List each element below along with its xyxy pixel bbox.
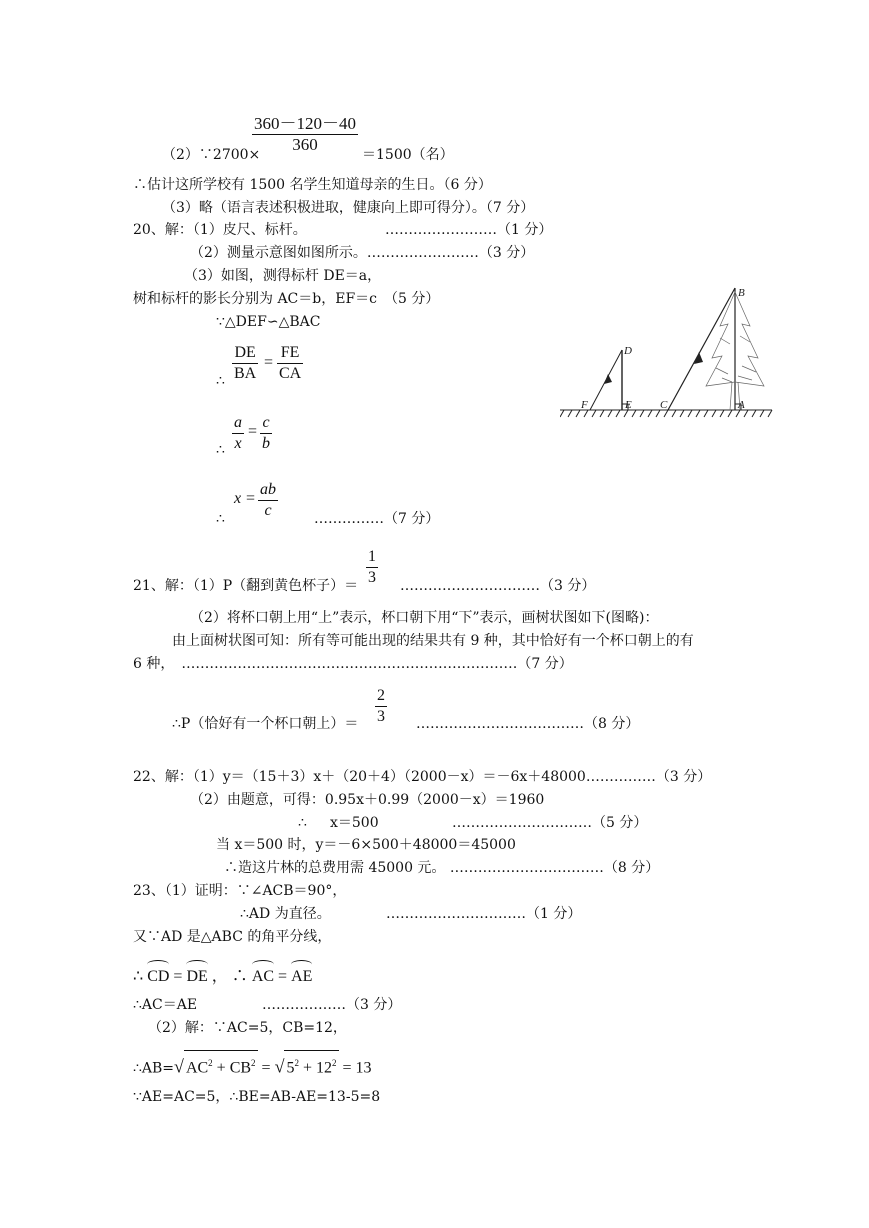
q22-line5: ∴造这片林的总费用需 45000 元。 ……………………………（8 分） bbox=[224, 860, 660, 876]
q20-line1: 20、解：（1）皮尺、标杆。 bbox=[133, 222, 307, 238]
equals-1: = bbox=[264, 354, 274, 371]
exp-2: 2 bbox=[208, 1058, 213, 1068]
q23-line5: ∴AC＝AE bbox=[133, 997, 198, 1013]
q22-line1: 22、解：（1）y＝（15＋3）x＋（20＋4）（2000－x）＝－6x＋48000……………（3 分） bbox=[133, 769, 712, 785]
q22-therefore: ∴ bbox=[298, 815, 307, 831]
label-f: F bbox=[581, 399, 588, 411]
frac-num: 1 bbox=[368, 548, 376, 565]
therefore-2: ∴ bbox=[216, 442, 225, 458]
comma-sep: ， bbox=[211, 968, 228, 985]
ab-prefix: ∴AB= bbox=[133, 1060, 175, 1077]
frac-den: c bbox=[264, 502, 272, 519]
label-a: A bbox=[738, 399, 745, 411]
ray-arrow-df bbox=[604, 374, 612, 384]
q21-line5-pre: ∴P（恰好有一个杯口朝上）＝ bbox=[172, 716, 359, 732]
q23-line2-score: …………………………（1 分） bbox=[386, 906, 582, 922]
q19-line3: ∴估计这所学校有 1500 名学生知道母亲的生日。（6 分） bbox=[133, 177, 492, 193]
fraction-c-b bbox=[260, 413, 272, 454]
label-b: B bbox=[738, 287, 745, 299]
frac-num: a bbox=[234, 414, 242, 431]
label-c: C bbox=[660, 399, 668, 411]
sqrt-ac-cb: $AC^2 + CB^2$ bbox=[184, 1050, 258, 1080]
q20-line2: （2）测量示意图如图所示。……………………（3 分） bbox=[190, 245, 535, 261]
q23-line1: 23、（1）证明：∵∠ACB＝90°， bbox=[133, 883, 347, 899]
equals-3: = bbox=[246, 490, 256, 507]
x-lhs: x bbox=[234, 490, 242, 507]
therefore-1: ∴ bbox=[216, 373, 225, 389]
arc-ac: AC bbox=[252, 962, 274, 988]
fraction-two-thirds bbox=[375, 686, 387, 727]
frac-num: DE bbox=[234, 344, 256, 361]
label-d: D bbox=[624, 345, 632, 357]
q22-line3-score: …………………………（5 分） bbox=[452, 815, 648, 831]
sqrt-5-12: $5^2 + 12^2$ bbox=[284, 1050, 338, 1080]
q22-line4: 当 x＝500 时，y＝－6×500＋48000＝45000 bbox=[216, 837, 516, 853]
q23-line5-score: ………………（3 分） bbox=[262, 997, 402, 1013]
frac-num: ab bbox=[260, 481, 276, 498]
ray-bc bbox=[668, 288, 735, 410]
exp-2: 2 bbox=[251, 1058, 256, 1068]
q21-line1-pre: 21、解：（1）P（翻到黄色杯子）＝ bbox=[133, 578, 359, 594]
ab-computation bbox=[133, 1050, 372, 1080]
q22-x-value: x＝500 bbox=[330, 815, 379, 831]
sqrt-sign: √ bbox=[174, 1056, 184, 1077]
q23-line3: 又∵AD 是△ABC 的角平分线， bbox=[133, 929, 332, 945]
equals-sym: = bbox=[173, 968, 183, 985]
q23-line2: ∴AD 为直径。 bbox=[240, 906, 331, 922]
q19-line2-post: ＝1500（名） bbox=[362, 147, 454, 163]
exp-2: 2 bbox=[294, 1058, 299, 1068]
frac-den: 3 bbox=[368, 569, 376, 586]
q20-similar: ∵△DEF∽△BAC bbox=[216, 314, 321, 330]
equals-2: = bbox=[248, 423, 258, 440]
fraction-19 bbox=[252, 114, 358, 155]
q21-line2: （2）将杯口朝上用“上”表示，杯口朝下用“下”表示，画树状图如下(图略)： bbox=[190, 610, 659, 626]
frac-num: FE bbox=[280, 344, 300, 361]
frac-num: c bbox=[262, 414, 270, 431]
q19-line4: （3）略（语言表述积极进取，健康向上即可得分）。（7 分） bbox=[162, 200, 535, 216]
q23-line8: ∵AE=AC=5，∴BE=AB-AE=13-5=8 bbox=[133, 1089, 381, 1105]
arc-de: DE bbox=[186, 962, 207, 988]
q21-line3: 由上面树状图可知：所有等可能出现的结果共有 9 种，其中恰好有一个杯口朝上的有 bbox=[172, 633, 694, 649]
q20-line3: （3）如图，测得标杆 DE＝a， bbox=[184, 268, 382, 284]
five-term: 5 bbox=[286, 1059, 295, 1077]
frac-den: 360 bbox=[292, 135, 318, 154]
q20-line1-score: ……………………（1 分） bbox=[385, 222, 553, 238]
ray-arrow-bc bbox=[694, 352, 703, 364]
ground-hatching bbox=[560, 410, 772, 417]
equals-sym: = bbox=[261, 1059, 271, 1077]
frac-den: 3 bbox=[377, 708, 385, 725]
frac-num: 360－120－40 bbox=[254, 114, 356, 133]
frac-den: x bbox=[234, 435, 242, 452]
ac-term: AC bbox=[185, 1059, 209, 1077]
q19-line2-pre: （2）∵2700× bbox=[162, 147, 261, 163]
therefore-sym: ∴ bbox=[133, 968, 144, 985]
sqrt-sign: √ bbox=[274, 1056, 285, 1077]
therefore-3: ∴ bbox=[216, 511, 225, 527]
fraction-ab-c bbox=[258, 480, 278, 521]
cb-term: CB bbox=[229, 1059, 252, 1077]
fraction-fe-ca bbox=[277, 343, 303, 384]
q21-line4: 6 种， ………………………………………………………………（7 分） bbox=[133, 656, 573, 672]
result-13: 13 bbox=[355, 1059, 372, 1077]
frac-num: 2 bbox=[377, 687, 385, 704]
equals-sym: = bbox=[278, 968, 288, 985]
fraction-de-ba bbox=[232, 343, 258, 384]
frac-den: CA bbox=[279, 365, 302, 382]
frac-den: BA bbox=[234, 365, 257, 382]
label-e: E bbox=[625, 399, 632, 411]
fraction-one-third bbox=[366, 547, 378, 588]
frac-den: b bbox=[262, 435, 270, 452]
q20-line4: 树和标杆的影长分别为 AC＝b，EF＝c （5 分） bbox=[133, 291, 440, 307]
shadow-measurement-figure bbox=[560, 278, 775, 423]
q23-line6: （2）解：∵AC=5，CB=12， bbox=[148, 1020, 347, 1036]
therefore-sym: ∴ bbox=[231, 968, 248, 985]
arc-equality-line bbox=[133, 962, 312, 988]
q21-line5-score: ………………………………（8 分） bbox=[416, 716, 640, 732]
arc-ae: AE bbox=[291, 962, 312, 988]
exp-2: 2 bbox=[332, 1058, 337, 1068]
q20-score-7: ……………（7 分） bbox=[314, 511, 440, 527]
q21-line1-score: …………………………（3 分） bbox=[400, 578, 596, 594]
arc-cd: CD bbox=[147, 962, 169, 988]
fraction-a-x bbox=[232, 413, 244, 454]
equals-sym: = bbox=[342, 1059, 352, 1077]
twelve-term: 12 bbox=[316, 1059, 332, 1077]
q22-line2: （2）由题意，可得：0.95x＋0.99（2000－x）＝1960 bbox=[190, 792, 545, 808]
